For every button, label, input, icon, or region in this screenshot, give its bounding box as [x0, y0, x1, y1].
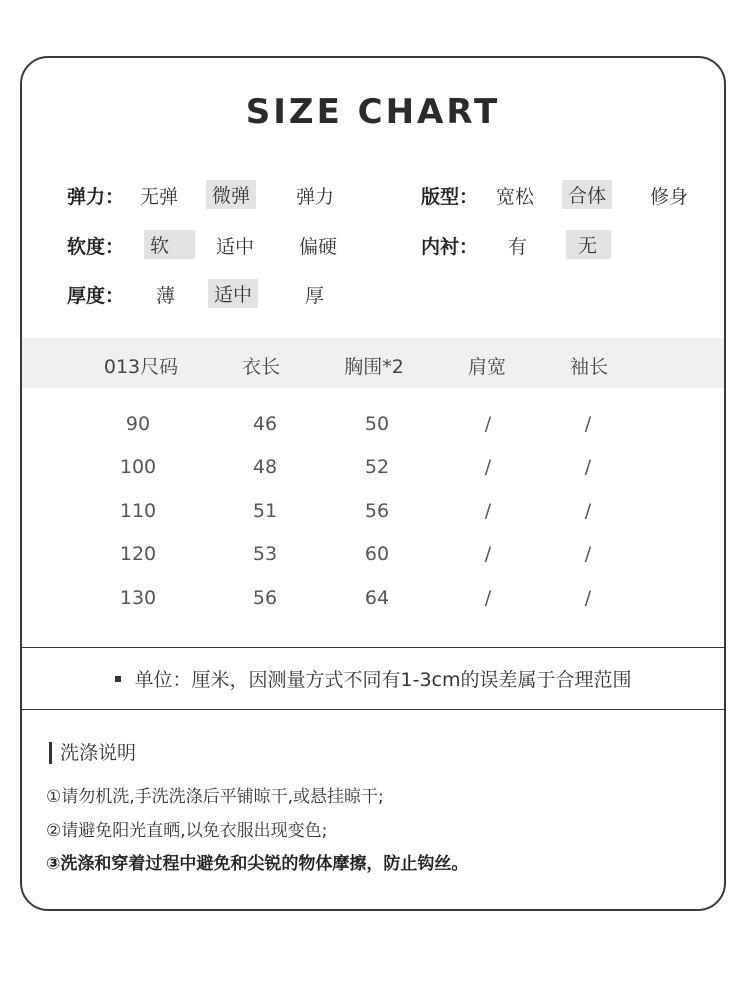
elasticity-option-none: 无弹 [140, 186, 179, 208]
cell-sleeve: / [584, 413, 592, 435]
cell-shoulder: / [484, 587, 492, 609]
cell-size: 130 [119, 587, 157, 609]
cell-sleeve: / [584, 456, 592, 478]
cell-length: 53 [252, 543, 278, 565]
cell-length: 46 [252, 413, 278, 435]
thickness-option-thin: 薄 [156, 285, 176, 307]
softness-option-hard: 偏硬 [299, 236, 338, 258]
washing-line-3: ③洗涤和穿着过程中避免和尖锐的物体摩擦，防止钩丝。 [46, 854, 469, 874]
softness-label: 软度： [67, 236, 125, 258]
header-sleeve: 袖长 [569, 356, 609, 378]
cell-sleeve: / [584, 500, 592, 522]
bullet-icon [115, 676, 121, 682]
cell-size: 90 [125, 413, 151, 435]
cell-sleeve: / [584, 543, 592, 565]
header-length: 衣长 [241, 356, 281, 378]
elasticity-label: 弹力： [67, 186, 125, 208]
header-size: 013尺码 [103, 356, 179, 378]
size-table-header [22, 338, 724, 388]
cell-size: 120 [119, 543, 157, 565]
page-title: SIZE CHART [245, 92, 501, 132]
header-chest: 胸围*2 [344, 356, 404, 378]
cell-chest: 64 [364, 587, 390, 609]
cell-shoulder: / [484, 543, 492, 565]
unit-note-text: 单位：厘米，因测量方式不同有1-3cm的误差属于合理范围 [134, 669, 632, 691]
washing-line-1: ①请勿机洗,手洗洗涤后平铺晾干,或悬挂晾干; [46, 787, 384, 807]
divider [22, 709, 724, 710]
cell-length: 56 [252, 587, 278, 609]
fit-label: 版型： [421, 186, 479, 208]
lining-label: 内衬： [421, 236, 479, 258]
divider [22, 647, 724, 648]
cell-chest: 50 [364, 413, 390, 435]
thickness-option-thick: 厚 [305, 285, 325, 307]
cell-shoulder: / [484, 456, 492, 478]
washing-line-2: ②请避免阳光直晒,以免衣服出现变色; [46, 821, 328, 841]
cell-chest: 56 [364, 500, 390, 522]
fit-option-slim: 修身 [650, 186, 689, 208]
cell-chest: 52 [364, 456, 390, 478]
cell-shoulder: / [484, 500, 492, 522]
softness-option-medium: 适中 [216, 236, 255, 258]
thickness-label: 厚度： [67, 285, 125, 307]
cell-chest: 60 [364, 543, 390, 565]
washing-title: 洗涤说明 [49, 742, 136, 764]
unit-note [22, 665, 724, 692]
cell-length: 48 [252, 456, 278, 478]
elasticity-option-stretch: 弹力 [296, 186, 335, 208]
softness-option-soft: 软 [144, 230, 195, 259]
fit-option-loose: 宽松 [496, 186, 535, 208]
elasticity-option-slight: 微弹 [206, 180, 256, 209]
header-shoulder: 肩宽 [467, 356, 507, 378]
cell-shoulder: / [484, 413, 492, 435]
thickness-option-medium: 适中 [208, 279, 258, 308]
cell-sleeve: / [584, 587, 592, 609]
lining-option-yes: 有 [508, 236, 528, 258]
lining-option-no: 无 [566, 230, 611, 259]
cell-length: 51 [252, 500, 278, 522]
fit-option-regular: 合体 [562, 180, 612, 209]
size-chart-card [20, 56, 726, 911]
cell-size: 100 [119, 456, 157, 478]
cell-size: 110 [119, 500, 157, 522]
